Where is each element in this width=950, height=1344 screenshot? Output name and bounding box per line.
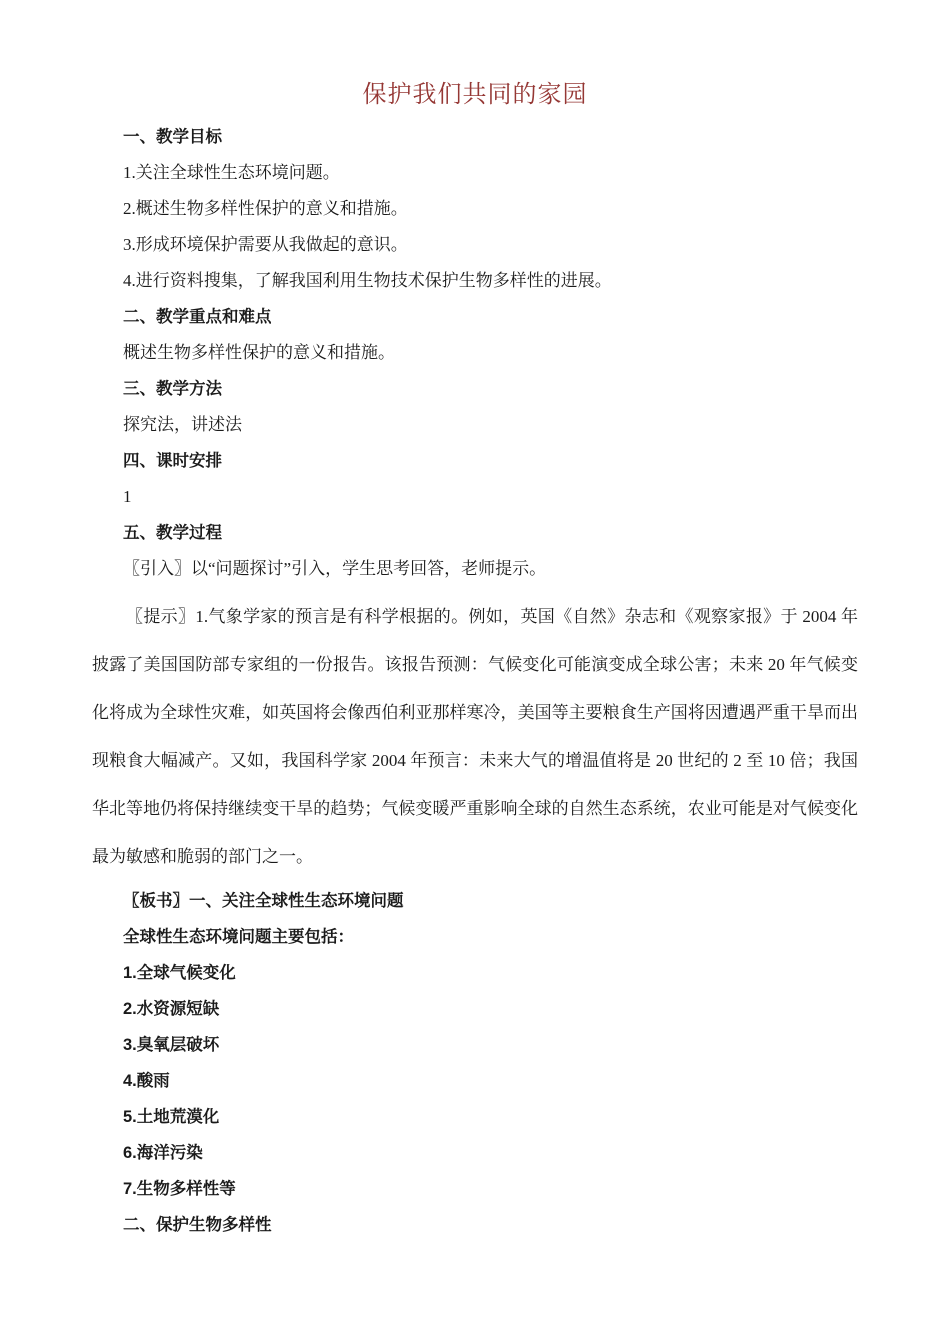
section-heading-teaching-goals: 一、教学目标: [123, 128, 222, 146]
section-heading-key-points: 二、教学重点和难点: [123, 308, 272, 326]
board-heading-global-issues: 〖板书〗一、关注全球性生态环境问题: [123, 892, 404, 910]
board-item: 4.酸雨: [123, 1072, 170, 1090]
board-item: 7.生物多样性等: [123, 1180, 236, 1198]
paragraph-text: 1: [123, 487, 132, 506]
document-title: 保护我们共同的家园: [362, 82, 588, 108]
list-item: 1.关注全球性生态环境问题。: [123, 163, 340, 182]
board-item: 全球性生态环境问题主要包括：: [123, 928, 354, 946]
list-item: 3.形成环境保护需要从我做起的意识。: [123, 235, 408, 254]
board-item: 2.水资源短缺: [123, 1000, 220, 1018]
board-heading-protect-biodiversity: 二、保护生物多样性: [123, 1216, 272, 1234]
paragraph-hint: 〖提示〗1.气象学家的预言是有科学根据的。例如，英国《自然》杂志和《观察家报》于 2004 年披露了美国国防部专家组的一份报告。该报告预测：气候变化可能演变成全球公害；未来 20 年气候变化将成为全球性灾难，如英国将会像西伯利亚那样寒冷，美国等主要粮食生产国将因遭遇严重干旱而出现粮食大幅减产。又如，我国科学家 2004 年预言：未来大气的增温值将是 20 世纪的 2 至 10 倍；我国华北等地仍将保持继续变干旱的趋势；气候变暖严重影响全球的自然生态系统，农业可能是对气候变化最为敏感和脆弱的部门之一。: [92, 607, 858, 866]
board-item: 1.全球气候变化: [123, 964, 236, 982]
board-item: 3.臭氧层破坏: [123, 1036, 220, 1054]
paragraph-intro: 〖引入〗以“问题探讨”引入，学生思考回答，老师提示。: [123, 559, 547, 578]
paragraph-text: 探究法，讲述法: [123, 415, 242, 434]
board-item: 5.土地荒漠化: [123, 1108, 220, 1126]
board-item: 6.海洋污染: [123, 1144, 203, 1162]
section-heading-teaching-process: 五、教学过程: [123, 524, 222, 542]
section-heading-class-hours: 四、课时安排: [123, 452, 222, 470]
section-heading-teaching-method: 三、教学方法: [123, 380, 222, 398]
list-item: 4.进行资料搜集，了解我国利用生物技术保护生物多样性的进展。: [123, 271, 612, 290]
document-body: [92, 125, 858, 1237]
list-item: 2.概述生物多样性保护的意义和措施。: [123, 199, 408, 218]
paragraph-text: 概述生物多样性保护的意义和措施。: [123, 343, 395, 362]
